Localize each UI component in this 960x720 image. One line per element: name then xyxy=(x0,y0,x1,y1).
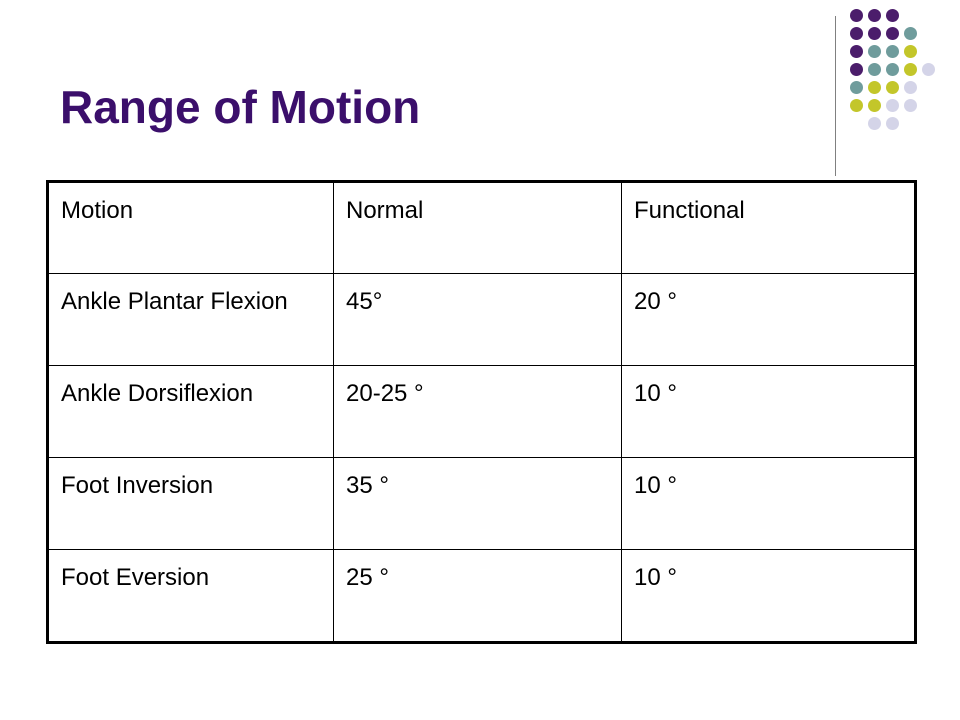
table-row xyxy=(48,458,916,550)
decorative-dot xyxy=(904,45,917,58)
decorative-dot xyxy=(886,45,899,58)
decorative-dot xyxy=(886,27,899,40)
decorative-dot xyxy=(886,9,899,22)
decorative-dot xyxy=(868,117,881,130)
decorative-dot xyxy=(850,9,863,22)
decorative-dot xyxy=(868,99,881,112)
decorative-dot xyxy=(904,81,917,94)
cell-normal: 45° xyxy=(334,274,622,366)
cell-motion: Foot Eversion xyxy=(48,550,334,643)
decorative-dot xyxy=(886,63,899,76)
table-row xyxy=(48,366,916,458)
cell-functional: 10 ° xyxy=(622,458,916,550)
decorative-dot xyxy=(922,63,935,76)
decorative-dot xyxy=(868,45,881,58)
table-row xyxy=(48,550,916,643)
cell-normal: 20-25 ° xyxy=(334,366,622,458)
table-header-row xyxy=(48,182,916,274)
cell-functional: 20 ° xyxy=(622,274,916,366)
header-functional: Functional xyxy=(622,182,916,274)
cell-functional: 10 ° xyxy=(622,366,916,458)
decorative-dot xyxy=(850,63,863,76)
cell-functional: 10 ° xyxy=(622,550,916,643)
decorative-dot xyxy=(904,27,917,40)
decorative-dot xyxy=(904,63,917,76)
table-row xyxy=(48,274,916,366)
decorative-dot xyxy=(886,99,899,112)
decorative-dot xyxy=(886,81,899,94)
decorative-dot xyxy=(868,63,881,76)
decorative-dot xyxy=(850,45,863,58)
slide-title: Range of Motion xyxy=(60,81,421,133)
cell-normal: 35 ° xyxy=(334,458,622,550)
decorative-dot xyxy=(904,99,917,112)
cell-motion: Foot Inversion xyxy=(48,458,334,550)
decorative-dot xyxy=(868,81,881,94)
header-motion: Motion xyxy=(48,182,334,274)
decorative-dot xyxy=(850,99,863,112)
decorative-dot xyxy=(850,27,863,40)
decorative-dot xyxy=(886,117,899,130)
header-normal: Normal xyxy=(334,182,622,274)
range-of-motion-table xyxy=(46,180,917,644)
cell-motion: Ankle Dorsiflexion xyxy=(48,366,334,458)
cell-motion: Ankle Plantar Flexion xyxy=(48,274,334,366)
decorative-dot xyxy=(850,81,863,94)
decorative-dot xyxy=(868,9,881,22)
cell-normal: 25 ° xyxy=(334,550,622,643)
vertical-divider-line xyxy=(835,16,836,176)
decorative-dot xyxy=(868,27,881,40)
